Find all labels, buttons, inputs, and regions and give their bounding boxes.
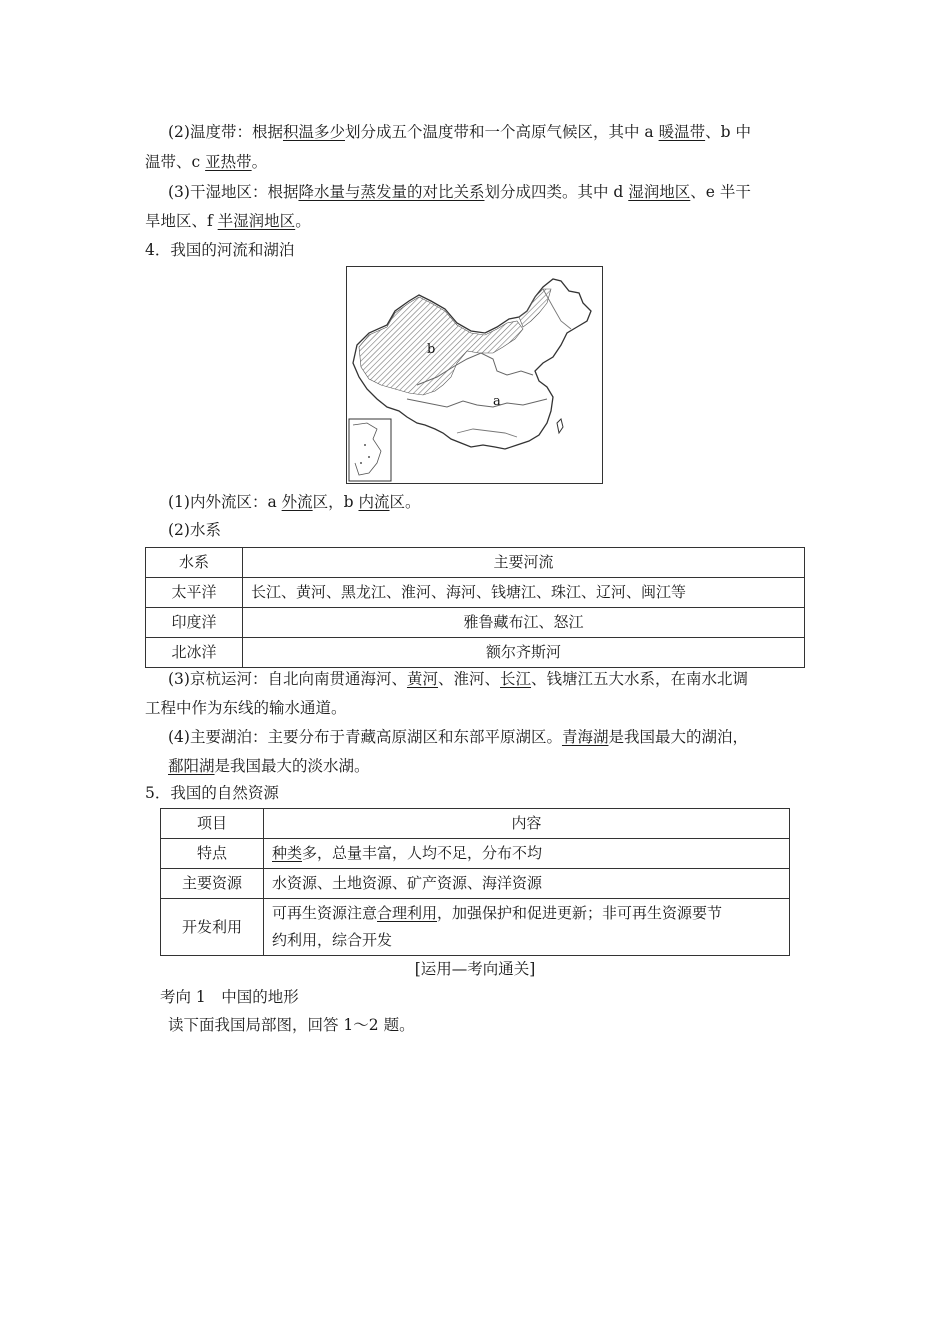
china-map-figure bbox=[347, 267, 602, 483]
table-cell: 开发利用 bbox=[161, 899, 264, 956]
canal-line-1: (3)京杭运河：自北向南贯通海河、黄河、淮河、长江、钱塘江五大水系，在南水北调 bbox=[168, 670, 749, 688]
dry-wet-line-2: 旱地区、f 半湿润地区。 bbox=[145, 212, 311, 230]
table-cell: 印度洋 bbox=[146, 608, 243, 638]
china-river-map bbox=[346, 266, 603, 484]
section-5-heading: 5．我国的自然资源 bbox=[145, 784, 279, 802]
table-row bbox=[146, 638, 805, 668]
temperature-zone-line-1: (2)温度带：根据积温多少划分成五个温度带和一个高原气候区，其中 a 暖温带、b 中 bbox=[168, 123, 751, 141]
practice-topic: 考向 1 中国的地形 bbox=[160, 988, 299, 1006]
table-cell: 长江、黄河、黑龙江、淮河、海河、钱塘江、珠江、辽河、闽江等 bbox=[243, 578, 805, 608]
table-cell: 雅鲁藏布江、怒江 bbox=[243, 608, 805, 638]
table-cell: 主要资源 bbox=[161, 869, 264, 899]
map-label-a: a bbox=[493, 394, 501, 409]
map-label-b: b bbox=[427, 342, 436, 357]
table-row bbox=[146, 608, 805, 638]
table-header-row bbox=[146, 548, 805, 578]
table-cell: 可再生资源注意合理利用，加强保护和促进更新；非可再生资源要节 约利用，综合开发 bbox=[264, 899, 790, 956]
table-row bbox=[161, 869, 790, 899]
table-header-cell: 项目 bbox=[161, 809, 264, 839]
drainage-line: (1)内外流区：a 外流区，b 内流区。 bbox=[168, 493, 421, 511]
dry-wet-line-1: (3)干湿地区：根据降水量与蒸发量的对比关系划分成四类。其中 d 湿润地区、e 半干 bbox=[168, 183, 751, 201]
table-row bbox=[161, 899, 790, 956]
table-cell: 种类多，总量丰富，人均不足，分布不均 bbox=[264, 839, 790, 869]
table-header-row bbox=[161, 809, 790, 839]
table-cell: 特点 bbox=[161, 839, 264, 869]
table-header-cell: 内容 bbox=[264, 809, 790, 839]
table-cell: 水资源、土地资源、矿产资源、海洋资源 bbox=[264, 869, 790, 899]
lake-line-1: (4)主要湖泊：主要分布于青藏高原湖区和东部平原湖区。青海湖是我国最大的湖泊， bbox=[168, 728, 748, 746]
table-row bbox=[161, 839, 790, 869]
table-row bbox=[146, 578, 805, 608]
table-cell: 额尔齐斯河 bbox=[243, 638, 805, 668]
practice-banner: [运用—考向通关] bbox=[414, 960, 536, 978]
practice-instruction: 读下面我国局部图，回答 1～2 题。 bbox=[168, 1016, 415, 1034]
canal-line-2: 工程中作为东线的输水通道。 bbox=[145, 699, 347, 717]
section-4-heading: 4．我国的河流和湖泊 bbox=[145, 241, 295, 259]
resources-table bbox=[160, 808, 790, 956]
table-header-cell: 主要河流 bbox=[243, 548, 805, 578]
water-system-title: (2)水系 bbox=[168, 521, 221, 539]
table-cell: 太平洋 bbox=[146, 578, 243, 608]
taiwan-island bbox=[557, 419, 563, 433]
water-system-table bbox=[145, 547, 805, 668]
lake-line-2: 鄱阳湖是我国最大的淡水湖。 bbox=[168, 757, 370, 775]
temperature-zone-line-2: 温带、c 亚热带。 bbox=[145, 153, 268, 171]
table-cell: 北冰洋 bbox=[146, 638, 243, 668]
table-header-cell: 水系 bbox=[146, 548, 243, 578]
